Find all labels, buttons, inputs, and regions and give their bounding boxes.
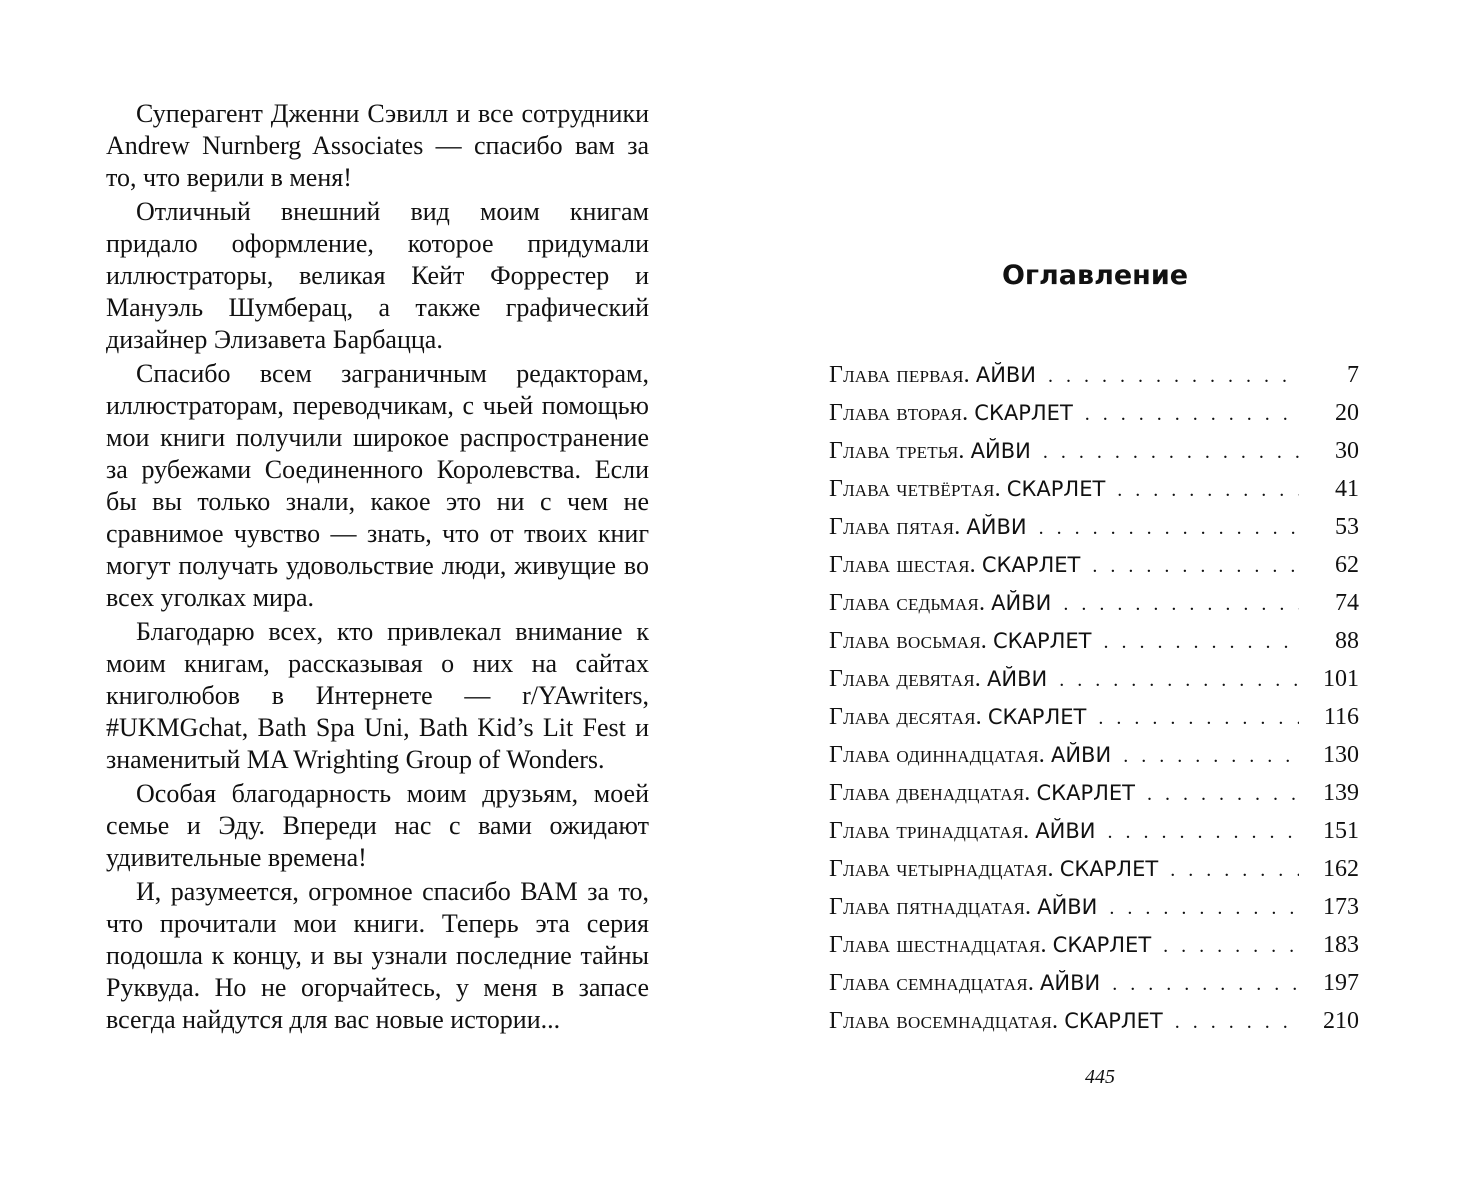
toc-chapter-name: СКАРЛЕТ <box>993 629 1092 653</box>
toc-chapter-name: СКАРЛЕТ <box>981 553 1081 577</box>
toc-entry <box>829 470 1359 508</box>
toc-page-number: 162 <box>1323 856 1359 882</box>
toc-dot-leader <box>1175 1003 1299 1041</box>
toc-chapter-number: Глава четырнадцатая. <box>829 856 1054 882</box>
toc-entry <box>829 774 1359 812</box>
acknowledgements-text <box>106 98 649 1038</box>
toc-chapter-label <box>829 356 1036 394</box>
toc-chapter-label <box>829 660 1047 698</box>
toc-page-number: 197 <box>1323 970 1359 996</box>
toc-page-number: 116 <box>1323 704 1359 730</box>
toc-entry <box>829 926 1359 964</box>
toc-chapter-label <box>829 1002 1163 1040</box>
toc-entry <box>829 888 1359 926</box>
toc-chapter-number: Глава вторая. <box>829 400 969 426</box>
toc-entry <box>829 356 1359 394</box>
toc-page-number: 139 <box>1323 780 1359 806</box>
toc-dot-leader <box>1104 623 1299 661</box>
toc-chapter-name: СКАРЛЕТ <box>1052 933 1152 957</box>
paragraph: И, разумеется, огромное спасибо ВАМ за то, что прочитали мои книги. Теперь эта серия подошла к концу, и вы узнали последние тайны Руквуда. Но не огорчайтесь, у меня в запасе всегда найдутся для вас новые истории... <box>106 877 649 1034</box>
toc-chapter-number: Глава двенадцатая. <box>829 780 1031 806</box>
toc-dot-leader <box>1059 661 1299 699</box>
toc-chapter-name: СКАРЛЕТ <box>987 705 1087 729</box>
toc-page-number: 151 <box>1323 818 1359 844</box>
paragraph: Суперагент Дженни Сэвилл и все сотрудники Andrew Nurnberg Associates — спасибо вам за то, что верили в меня! <box>106 99 649 192</box>
toc-dot-leader <box>1039 509 1299 547</box>
toc-chapter-number: Глава девятая. <box>829 666 981 692</box>
toc-chapter-label <box>829 394 1073 432</box>
toc-chapter-name: АЙВИ <box>1037 895 1098 919</box>
toc-page-number: 173 <box>1323 894 1359 920</box>
toc-chapter-label <box>829 622 1092 660</box>
toc-chapter-name: АЙВИ <box>1040 971 1101 995</box>
toc-dot-leader <box>1109 889 1299 927</box>
toc-chapter-name: АЙВИ <box>1050 743 1112 767</box>
toc-chapter-number: Глава седьмая. <box>829 590 986 616</box>
toc-chapter-name: АЙВИ <box>987 667 1048 691</box>
toc-chapter-number: Глава пятая. <box>829 514 961 540</box>
toc-dot-leader <box>1108 813 1299 851</box>
toc-dot-leader <box>1170 851 1299 889</box>
toc-chapter-number: Глава восьмая. <box>829 628 988 654</box>
toc-page-number: 30 <box>1335 438 1359 464</box>
toc-dot-leader <box>1147 775 1299 813</box>
toc-page-number: 210 <box>1323 1008 1359 1034</box>
toc-chapter-label <box>829 508 1027 546</box>
toc-chapter-label <box>829 964 1100 1002</box>
toc-dot-leader <box>1163 927 1299 965</box>
toc-chapter-label <box>829 698 1086 736</box>
toc-page-number: 41 <box>1335 476 1359 502</box>
toc-dot-leader <box>1048 357 1299 395</box>
toc-entry <box>829 508 1359 546</box>
toc-chapter-label <box>829 736 1111 774</box>
toc-chapter-name: АЙВИ <box>970 439 1031 463</box>
toc-page-number: 7 <box>1347 362 1359 388</box>
toc-dot-leader <box>1092 547 1299 585</box>
toc-chapter-name: АЙВИ <box>975 363 1037 387</box>
toc-chapter-label <box>829 926 1151 964</box>
toc-entry <box>829 394 1359 432</box>
toc-entry <box>829 1002 1359 1040</box>
paragraph: Отличный внешний вид моим книгам придало оформление, которое придумали иллюстраторы, великая Кейт Форрестер и Мануэль Шумберац, а также графический дизайнер Элизавета Барбацца. <box>106 197 649 354</box>
toc-page-number: 74 <box>1335 590 1359 616</box>
toc-entry <box>829 546 1359 584</box>
paragraph: Благодарю всех, кто привлекал внимание к моим книгам, рассказывая о них на сайтах книголюбов в Интернете — r/YAwriters, #UKMGchat, Bath Spa Uni, Bath Kid’s Lit Fest и знаменитый MA Wrighting Group of Wonders. <box>106 617 649 774</box>
toc-chapter-label <box>829 584 1051 622</box>
toc-entry <box>829 622 1359 660</box>
toc-chapter-name: СКАРЛЕТ <box>974 401 1073 425</box>
toc-entry <box>829 964 1359 1002</box>
toc-entry <box>829 736 1359 774</box>
toc-dot-leader <box>1117 471 1299 509</box>
toc-entry <box>829 812 1359 850</box>
toc-chapter-number: Глава третья. <box>829 438 965 464</box>
toc-title: Оглавление <box>1001 260 1189 291</box>
toc-chapter-number: Глава семнадцатая. <box>829 970 1035 996</box>
toc-page-number: 130 <box>1323 742 1359 768</box>
toc-dot-leader <box>1085 395 1299 433</box>
toc-entry <box>829 432 1359 470</box>
toc-entry <box>829 584 1359 622</box>
toc-entry <box>829 698 1359 736</box>
toc-chapter-name: СКАРЛЕТ <box>1006 477 1106 501</box>
toc-chapter-number: Глава одиннадцатая. <box>829 742 1045 768</box>
toc-entry <box>829 660 1359 698</box>
toc-page-number: 183 <box>1323 932 1359 958</box>
toc-chapter-number: Глава пятнадцатая. <box>829 894 1032 920</box>
toc-chapter-label <box>829 812 1096 850</box>
toc-chapter-name: СКАРЛЕТ <box>1064 1009 1163 1033</box>
toc-chapter-label <box>829 432 1031 470</box>
toc-chapter-label <box>829 774 1135 812</box>
toc-dot-leader <box>1063 585 1299 623</box>
toc-chapter-number: Глава восемнадцатая. <box>829 1008 1059 1034</box>
toc-chapter-name: СКАРЛЕТ <box>1059 857 1159 881</box>
toc-chapter-name: АЙВИ <box>991 591 1052 615</box>
table-of-contents <box>829 356 1359 1040</box>
toc-chapter-label <box>829 470 1105 508</box>
paragraph: Особая благодарность моим друзьям, моей семье и Эду. Впереди нас с вами ожидают удивительные времена! <box>106 779 649 872</box>
toc-dot-leader <box>1112 965 1299 1003</box>
toc-chapter-number: Глава шестнадцатая. <box>829 932 1047 958</box>
toc-chapter-name: АЙВИ <box>1035 819 1096 843</box>
toc-page-number: 62 <box>1335 552 1359 578</box>
toc-page-number: 53 <box>1335 514 1359 540</box>
toc-dot-leader <box>1043 433 1299 471</box>
toc-page-number: 101 <box>1323 666 1359 692</box>
toc-chapter-label <box>829 850 1158 888</box>
toc-chapter-label <box>829 546 1080 584</box>
toc-page-number: 20 <box>1335 400 1359 426</box>
paragraph: Спасибо всем заграничным редакторам, иллюстраторам, переводчикам, с чьей помощью мои книги получили широкое распространение за рубежами Соединенного Королевства. Если бы вы только знали, какое это ни с чем не сравнимое чувство — знать, что от твоих книг могут получать удовольствие люди, живущие во всех уголках мира. <box>106 359 649 612</box>
toc-chapter-name: АЙВИ <box>966 515 1027 539</box>
toc-page-number: 88 <box>1335 628 1359 654</box>
toc-chapter-number: Глава десятая. <box>829 704 982 730</box>
toc-chapter-name: СКАРЛЕТ <box>1036 781 1136 805</box>
page-number: 445 <box>1085 1066 1115 1088</box>
toc-dot-leader <box>1098 699 1299 737</box>
toc-chapter-number: Глава первая. <box>829 362 970 388</box>
toc-chapter-number: Глава тринадцатая. <box>829 818 1030 844</box>
toc-dot-leader <box>1123 737 1299 775</box>
toc-chapter-label <box>829 888 1097 926</box>
toc-chapter-number: Глава шестая. <box>829 552 976 578</box>
toc-chapter-number: Глава четвёртая. <box>829 476 1001 502</box>
toc-entry <box>829 850 1359 888</box>
